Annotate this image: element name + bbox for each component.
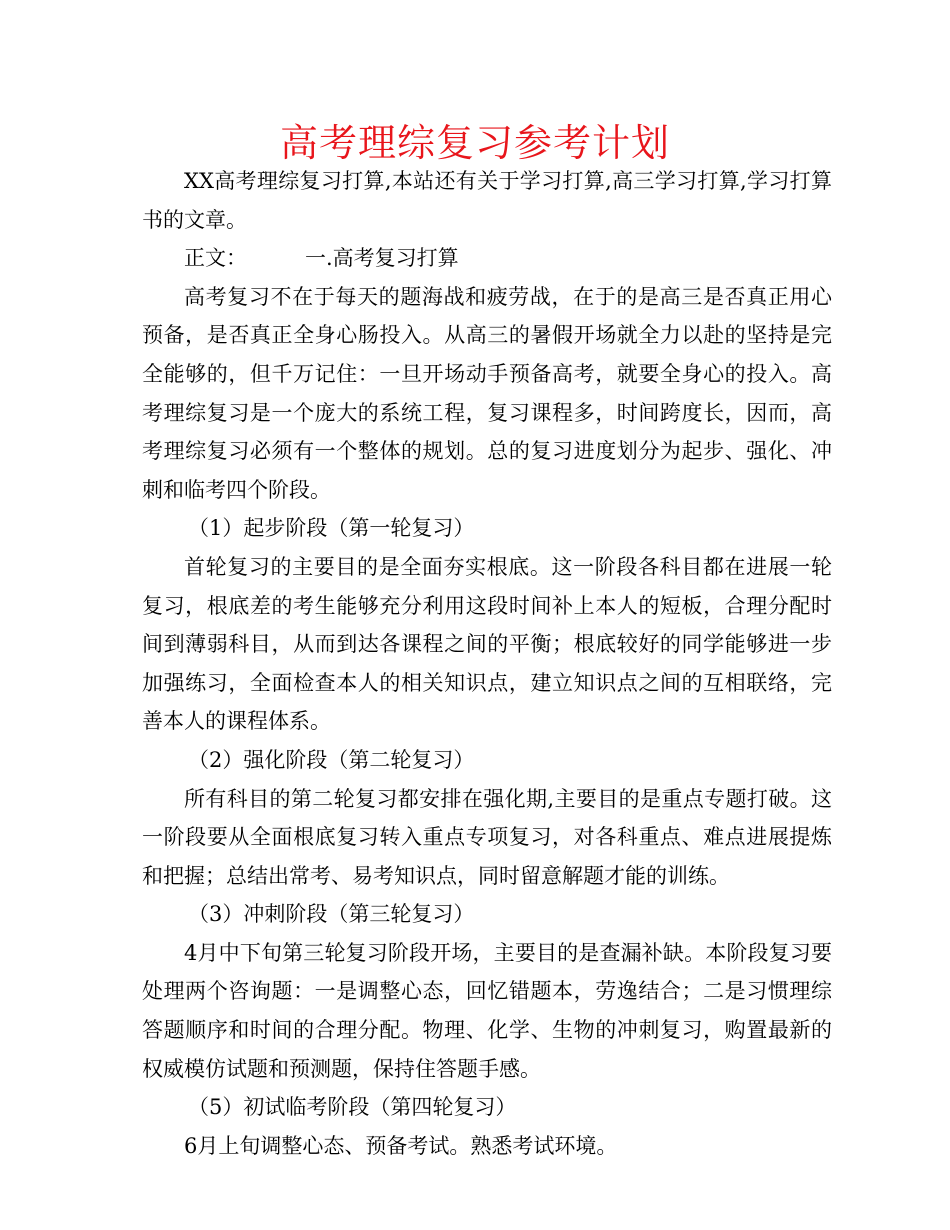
stage3-paragraph: 4月中下旬第三轮复习阶段开场，主要目的是查漏补缺。本阶段复习要处理两个咨询题：一是调整心态，回忆错题本，劳逸结合；二是习惯理综答题顺序和时间的合理分配。物理、化学、生物的冲刺复习，购置最新的权威模仿试题和预测题，保持住答题手感。 (142, 940, 832, 1081)
document-body (142, 162, 832, 1165)
stage4-paragraph: 6月上旬调整心态、预备考试。熟悉考试环境。 (184, 1133, 618, 1158)
section-heading: 一.高考复习打算 (305, 246, 459, 271)
stage2-heading: （2）强化阶段（第二轮复习） (188, 747, 475, 772)
stage4-heading: （5）初试临考阶段（第四轮复习） (188, 1095, 517, 1120)
overview-paragraph: 高考复习不在于每天的题海战和疲劳战，在于的是高三是否真正用心预备，是否真正全身心肠投入。从高三的暑假开场就全力以赴的坚持是完全能够的，但千万记住：一旦开场动手预备高考，就要全身心的投入。高考理综复习是一个庞大的系统工程，复习课程多，时间跨度长，因而，高考理综复习必须有一个整体的规划。总的复习进度划分为起步、强化、冲刺和临考四个阶段。 (142, 284, 832, 502)
intro-paragraph: XX高考理综复习打算,本站还有关于学习打算,高三学习打算,学习打算书的文章。 (142, 169, 832, 232)
stage2-paragraph: 所有科目的第二轮复习都安排在强化期,主要目的是重点专题打破。这一阶段要从全面根底复习转入重点专项复习，对各科重点、难点进展提炼和把握；总结出常考、易考知识点，同时留意解题才能的训练。 (142, 786, 832, 888)
section-heading-line (142, 239, 832, 278)
page-title: 高考理综复习参考计划 (279, 121, 670, 165)
text-label: 正文： (184, 246, 247, 271)
stage1-paragraph: 首轮复习的主要目的是全面夯实根底。这一阶段各科目都在进展一轮复习，根底差的考生能够充分利用这段时间补上本人的短板，合理分配时间到薄弱科目，从而到达各课程之间的平衡；根底较好的同学能够进一步加强练习，全面检查本人的相关知识点，建立知识点之间的互相联络，完善本人的课程体系。 (142, 554, 832, 734)
stage3-heading: （3）冲刺阶段（第三轮复习） (188, 902, 475, 927)
stage1-heading: （1）起步阶段（第一轮复习） (188, 516, 475, 541)
